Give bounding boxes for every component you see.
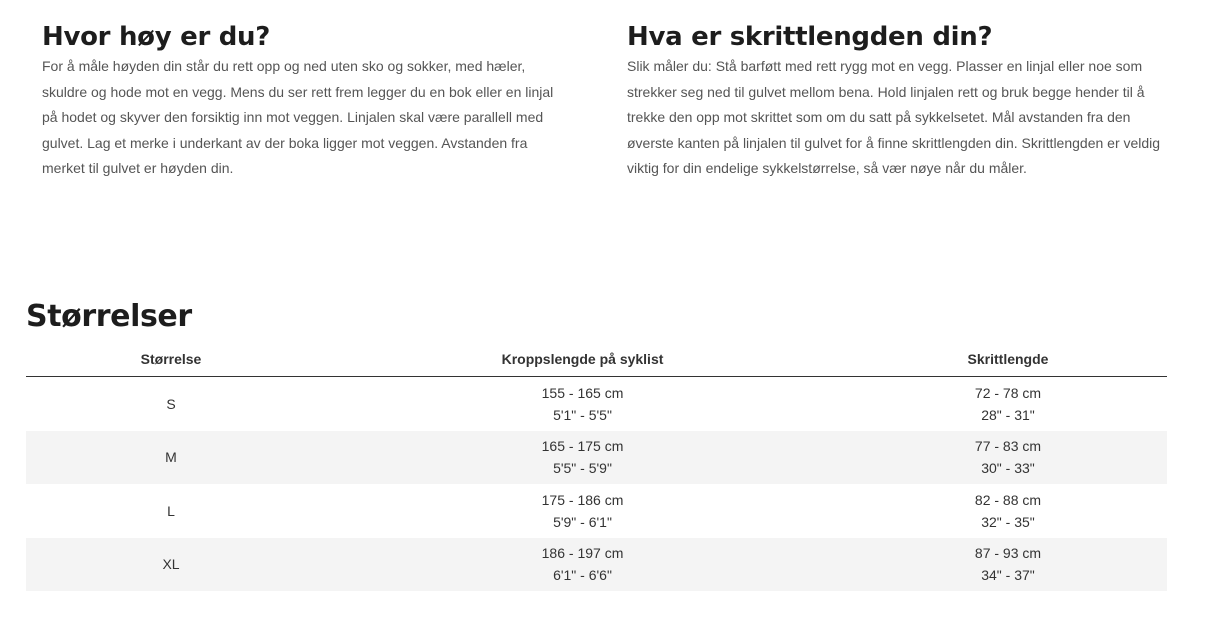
body-height-cell [316, 538, 849, 592]
inseam-in: 32" - 35" [981, 513, 1035, 530]
inseam-cm: 77 - 83 cm [974, 438, 1042, 455]
height-cm: 165 - 175 cm [541, 438, 624, 455]
table-row [26, 377, 1167, 431]
inseam-cell [849, 484, 1167, 538]
table-row [26, 431, 1167, 485]
inseam-description: Slik måler du: Stå barføtt med rett rygg mot en vegg. Plasser en linjal eller noe som strekker seg ned til gulvet mellom bena. Hold linjalen rett og bruk begge hender til å trekke den opp mot skrittet som om du satt på sykkelsetet. Mål avstanden fra den øverste kanten på linjalen til gulvet for å finne skrittlengden din. Skrittlengden er veldig viktig for din endelige sykkelstørrelse, så vær nøye når du måler. [627, 58, 1161, 177]
inseam-in: 34" - 37" [981, 567, 1035, 584]
body-height-cell [316, 377, 849, 431]
height-ft: 5'1" - 5'5" [553, 406, 612, 423]
inseam-cell [849, 377, 1167, 431]
inseam-cell [849, 538, 1167, 592]
height-cm: 186 - 197 cm [541, 545, 624, 562]
height-ft: 5'5" - 5'9" [553, 460, 612, 477]
inseam-cm: 82 - 88 cm [974, 491, 1042, 508]
size-cell: S [166, 395, 176, 412]
header-size: Størrelse [26, 342, 316, 377]
inseam-heading: Hva er skrittlengden din? [627, 22, 993, 52]
height-instructions [42, 20, 572, 182]
size-cell: L [167, 502, 175, 519]
height-cm: 175 - 186 cm [541, 491, 624, 508]
height-ft: 6'1" - 6'6" [553, 567, 612, 584]
height-cm: 155 - 165 cm [541, 384, 624, 401]
table-header-row [26, 342, 1167, 377]
table-row [26, 484, 1167, 538]
table-row [26, 538, 1167, 592]
body-height-cell [316, 431, 849, 485]
inseam-cm: 72 - 78 cm [974, 384, 1042, 401]
inseam-in: 30" - 33" [981, 460, 1035, 477]
inseam-cm: 87 - 93 cm [974, 545, 1042, 562]
height-description: For å måle høyden din står du rett opp og ned uten sko og sokker, med hæler, skuldre og hode mot en vegg. Mens du ser rett frem legger du en bok eller en linjal på hodet og skyver den forsiktig inn mot veggen. Linjalen skal være parallell med gulvet. Lag et merke i underkant av der boka ligger mot veggen. Avstanden fra merket til gulvet er høyden din. [42, 58, 554, 177]
size-cell: M [26, 431, 316, 485]
height-ft: 5'9" - 6'1" [553, 513, 612, 530]
size-chart-table [26, 342, 1167, 591]
height-heading: Hvor høy er du? [42, 22, 271, 52]
inseam-in: 28" - 31" [981, 406, 1035, 423]
size-cell: XL [26, 538, 316, 592]
inseam-instructions [627, 20, 1162, 182]
header-inseam: Skrittlengde [849, 342, 1167, 377]
inseam-cell [849, 431, 1167, 485]
body-height-cell [316, 484, 849, 538]
sizes-heading: Størrelser [26, 299, 192, 334]
header-body-height: Kroppslengde på syklist [316, 342, 849, 377]
